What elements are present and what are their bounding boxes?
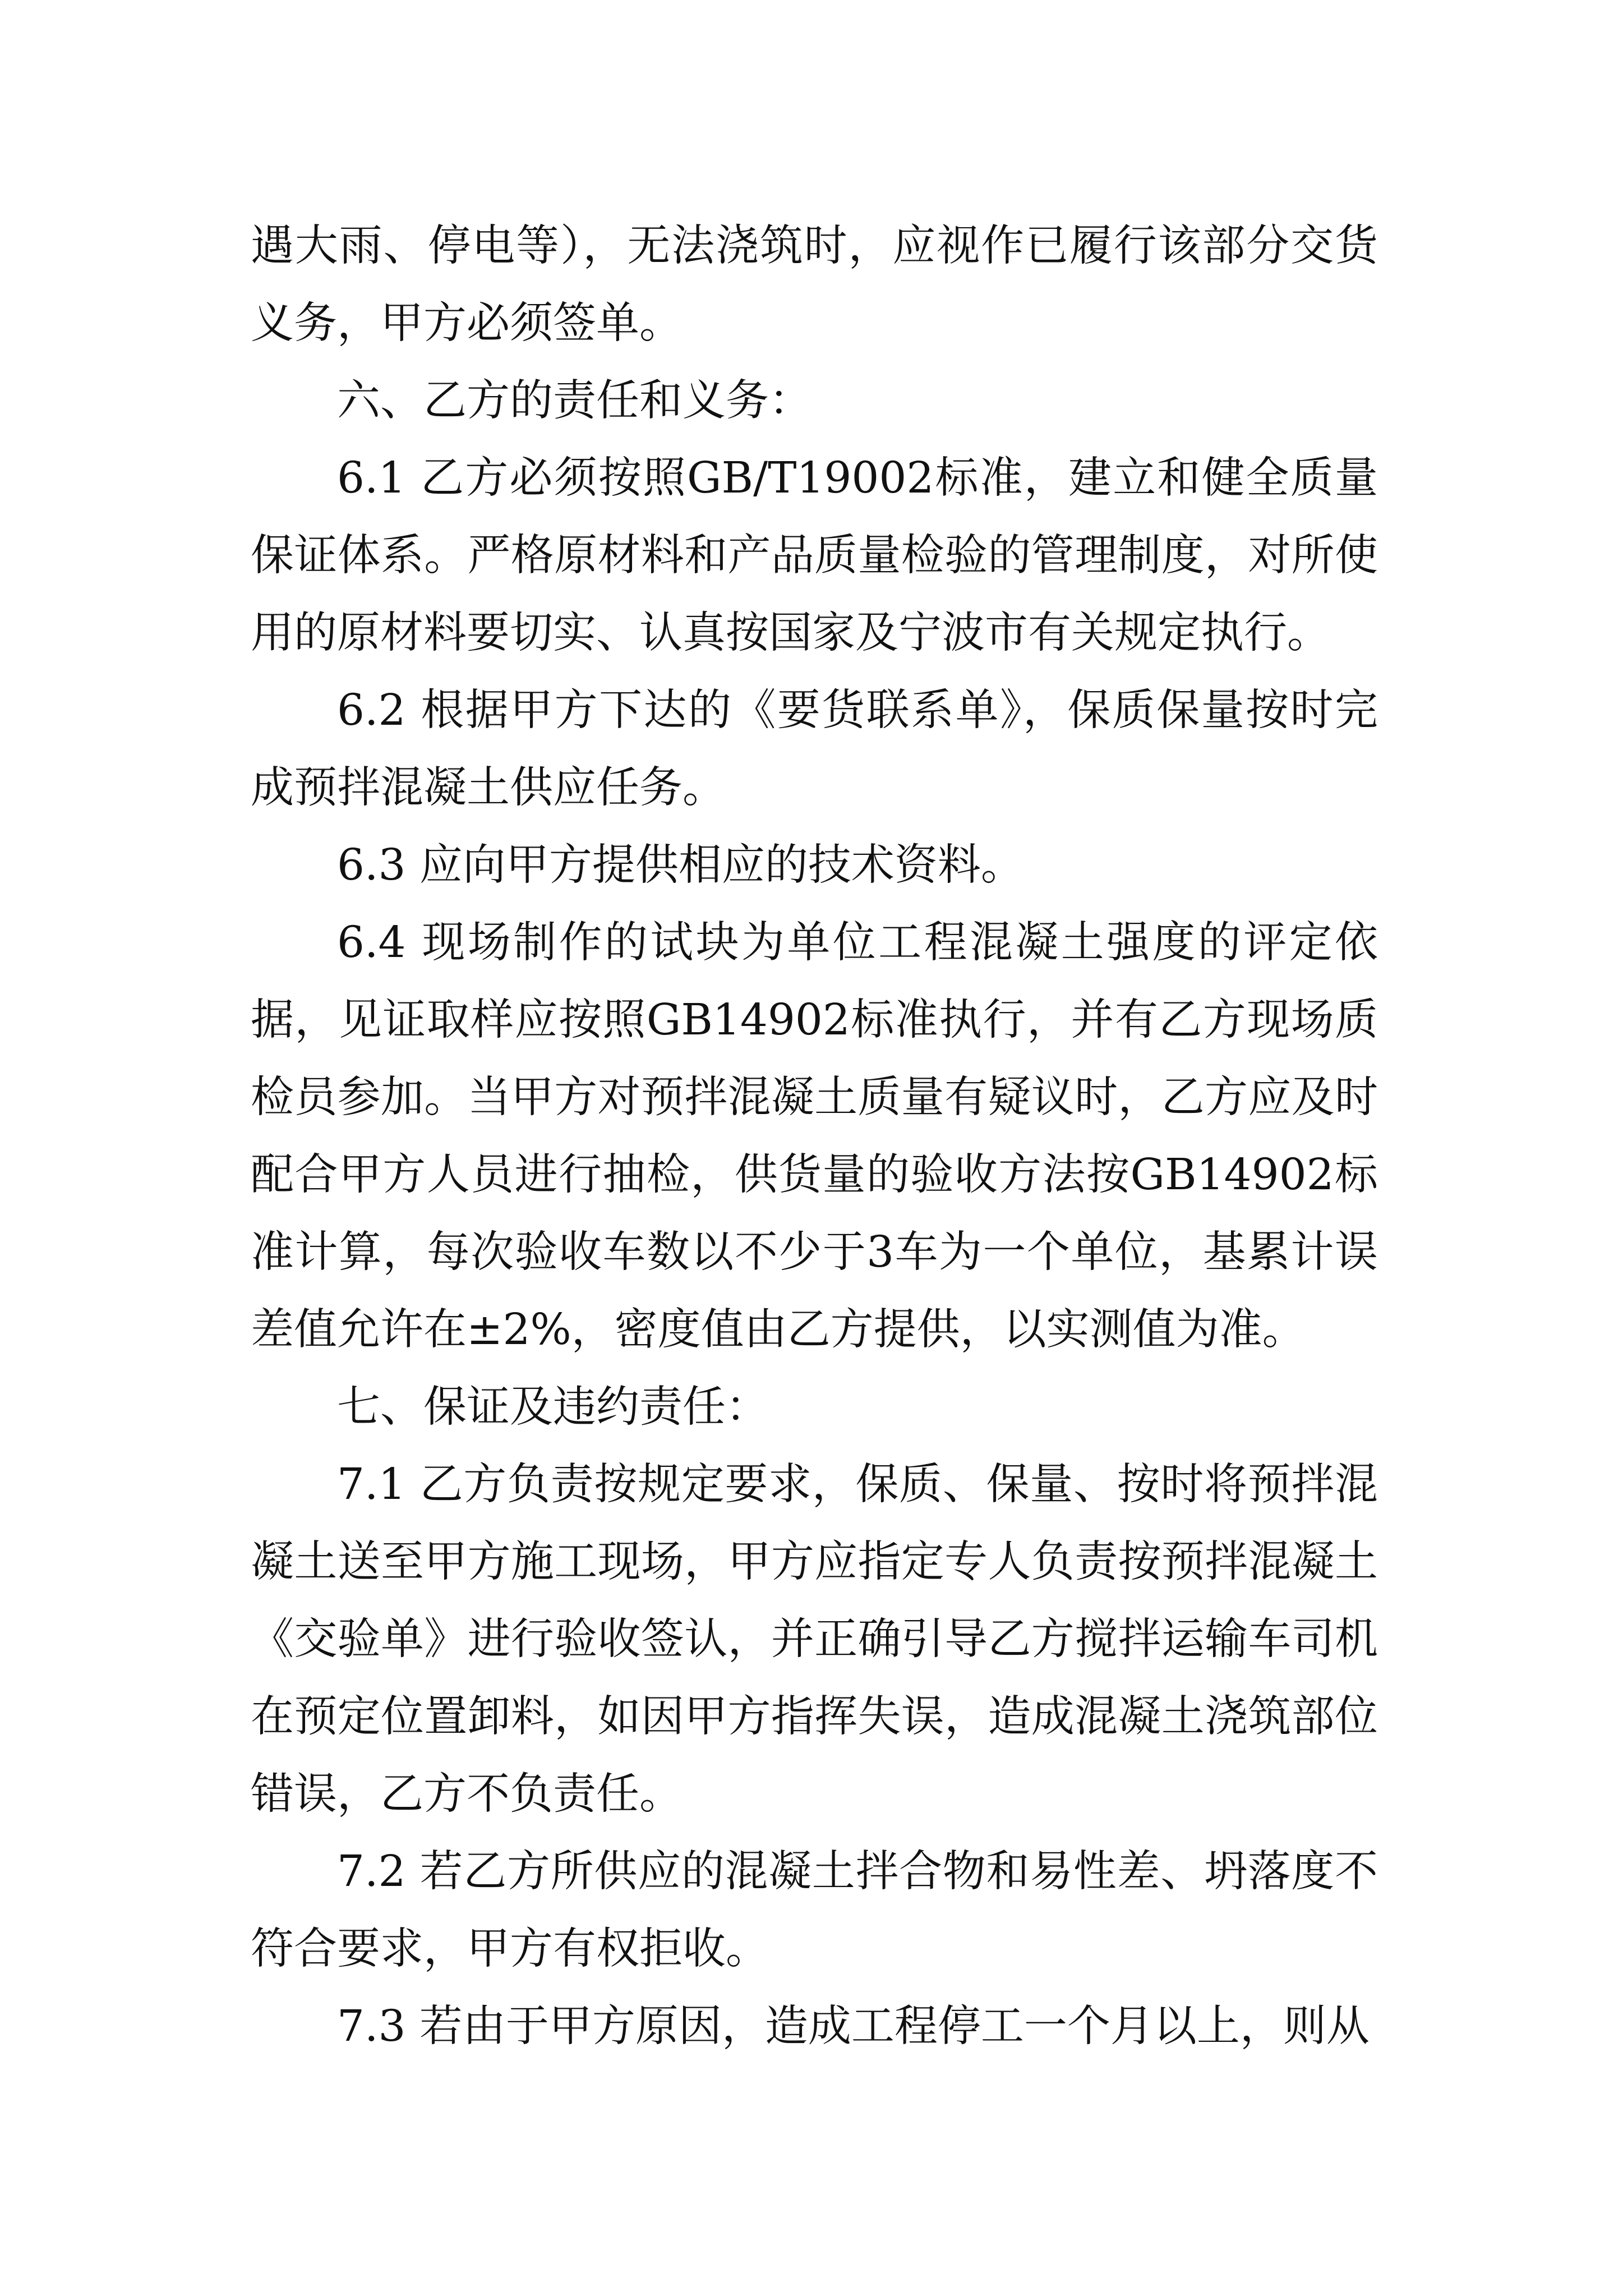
- clause-6-2: 6.2 根据甲方下达的《要货联系单》，保质保量按时完成预拌混凝土供应任务。: [251, 685, 1378, 813]
- clause-7-3: 7.3 若由于甲方原因，造成工程停工一个月以上，则从: [337, 2001, 1370, 2051]
- clause-6-3: 6.3 应向甲方提供相应的技术资料。: [337, 840, 1024, 890]
- paragraph-continuation: 遇大雨、停电等），无法浇筑时，应视作已履行该部分交货义务，甲方必须签单。: [251, 221, 1378, 348]
- clause-6-1: 6.1 乙方必须按照GB/T19002标准，建立和健全质量保证体系。严格原材料和产品质量检验的管理制度，对所使用的原材料要切实、认真按国家及宁波市有关规定执行。: [251, 453, 1378, 658]
- section-heading-7: 七、保证及违约责任：: [337, 1382, 769, 1432]
- clause-7-1: 7.1 乙方负责按规定要求，保质、保量、按时将预拌混凝土送至甲方施工现场，甲方应指定专人负责按预拌混凝土《交验单》进行验收签认，并正确引导乙方搅拌运输车司机在预定位置卸料，如因甲方指挥失误，造成混凝土浇筑部位错误，乙方不负责任。: [251, 1460, 1378, 1819]
- clause-6-4: 6.4 现场制作的试块为单位工程混凝土强度的评定依据，见证取样应按照GB14902标准执行，并有乙方现场质检员参加。当甲方对预拌混凝土质量有疑议时，乙方应及时配合甲方人员进行抽检，供货量的验收方法按GB14902标准计算，每次验收车数以不少于3车为一个单位，基累计误差值允许在±2%，密度值由乙方提供，以实测值为准。: [251, 918, 1378, 1355]
- clause-7-2: 7.2 若乙方所供应的混凝土拌合物和易性差、坍落度不符合要求，甲方有权拒收。: [251, 1847, 1378, 1974]
- section-heading-6: 六、乙方的责任和义务：: [337, 376, 812, 426]
- document-body: [251, 208, 1378, 2065]
